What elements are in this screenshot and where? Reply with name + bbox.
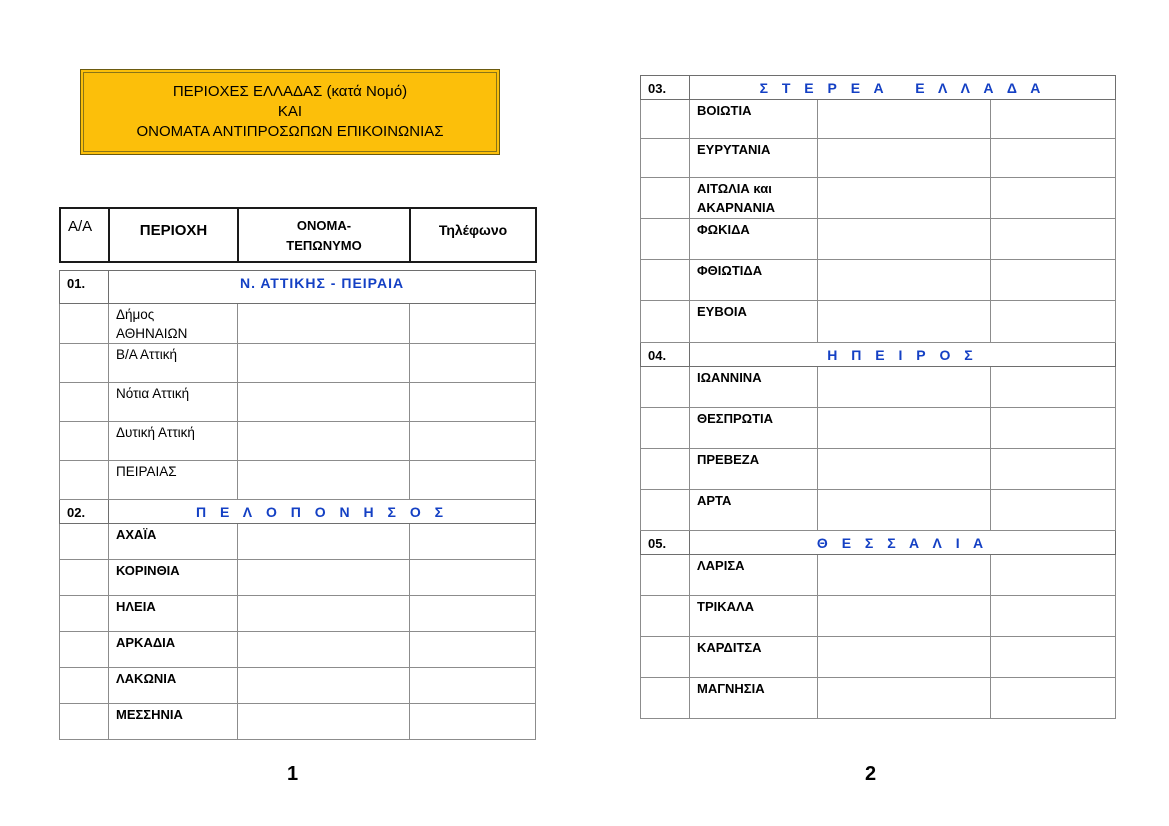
section-row (60, 271, 536, 304)
phone-cell[interactable] (991, 367, 1116, 408)
section-number: 04. (641, 343, 690, 367)
region-name: ΚΑΡΔΙΤΣΑ (690, 637, 818, 678)
phone-cell[interactable] (991, 637, 1116, 678)
region-name (109, 304, 238, 344)
name-cell[interactable] (818, 555, 991, 596)
table-row (60, 632, 536, 668)
table-row (641, 219, 1116, 260)
name-cell[interactable] (238, 422, 410, 461)
region-name-line1: ΑΙΤΩΛΙΑ και (697, 181, 772, 196)
name-cell[interactable] (818, 100, 991, 139)
header-name (238, 208, 410, 262)
section-row (641, 76, 1116, 100)
phone-cell[interactable] (410, 632, 536, 668)
title-line-2: ΚΑΙ (277, 103, 303, 120)
region-name: ΜΑΓΝΗΣΙΑ (690, 678, 818, 719)
section-number: 03. (641, 76, 690, 100)
region-name: ΑΡΤΑ (690, 490, 818, 531)
region-name: ΘΕΣΠΡΩΤΙΑ (690, 408, 818, 449)
phone-cell[interactable] (410, 461, 536, 500)
name-cell[interactable] (818, 260, 991, 301)
table-row (60, 344, 536, 383)
name-cell[interactable] (238, 632, 410, 668)
region-name-line1: Δήμος (116, 307, 155, 322)
phone-cell[interactable] (410, 704, 536, 740)
phone-cell[interactable] (410, 383, 536, 422)
phone-cell[interactable] (410, 596, 536, 632)
title-line-1: ΠΕΡΙΟΧΕΣ ΕΛΛΑΔΑΣ (κατά Νομό) (172, 83, 408, 100)
region-name: ΙΩΑΝΝΙΝΑ (690, 367, 818, 408)
region-name (690, 178, 818, 219)
name-cell[interactable] (818, 367, 991, 408)
table-row (641, 449, 1116, 490)
table-row (641, 596, 1116, 637)
region-name: ΕΥΡΥΤΑΝΙΑ (690, 139, 818, 178)
region-name: ΑΡΚΑΔΙΑ (109, 632, 238, 668)
header-phone: Τηλέφωνο (410, 208, 536, 262)
table-row (641, 139, 1116, 178)
region-name: ΗΛΕΙΑ (109, 596, 238, 632)
phone-cell[interactable] (991, 449, 1116, 490)
section-name: Θ Ε Σ Σ Α Λ Ι Α (690, 531, 1116, 555)
phone-cell[interactable] (991, 219, 1116, 260)
table-row (641, 178, 1116, 219)
section-number: 02. (60, 500, 109, 524)
phone-cell[interactable] (991, 178, 1116, 219)
phone-cell[interactable] (991, 678, 1116, 719)
table-row (641, 637, 1116, 678)
name-cell[interactable] (238, 383, 410, 422)
name-cell[interactable] (818, 219, 991, 260)
document-title-box (80, 69, 500, 155)
phone-cell[interactable] (991, 301, 1116, 343)
name-cell[interactable] (818, 596, 991, 637)
region-name: ΠΕΙΡΑΙΑΣ (109, 461, 238, 500)
region-name: ΦΩΚΙΔΑ (690, 219, 818, 260)
name-cell[interactable] (238, 596, 410, 632)
name-cell[interactable] (818, 490, 991, 531)
name-cell[interactable] (818, 178, 991, 219)
name-cell[interactable] (818, 408, 991, 449)
table-row (641, 367, 1116, 408)
region-name: ΦΘΙΩΤΙΔΑ (690, 260, 818, 301)
phone-cell[interactable] (991, 555, 1116, 596)
table-row (60, 596, 536, 632)
phone-cell[interactable] (410, 422, 536, 461)
regions-table-page-1 (59, 270, 536, 740)
phone-cell[interactable] (991, 596, 1116, 637)
header-aa: Α/Α (60, 208, 109, 262)
phone-cell[interactable] (991, 490, 1116, 531)
name-cell[interactable] (818, 139, 991, 178)
header-name-line1: ΟΝΟΜΑ- (296, 218, 352, 233)
section-number: 01. (60, 271, 109, 304)
table-row (60, 560, 536, 596)
table-row (60, 422, 536, 461)
phone-cell[interactable] (991, 139, 1116, 178)
name-cell[interactable] (818, 678, 991, 719)
section-name: Π Ε Λ Ο Π Ο Ν Η Σ Ο Σ (109, 500, 536, 524)
header-region: ΠΕΡΙΟΧΗ (109, 208, 238, 262)
section-name: Ν. ΑΤΤΙΚΗΣ - ΠΕΙΡΑΙΑ (109, 271, 536, 304)
region-name: ΒΟΙΩΤΙΑ (690, 100, 818, 139)
phone-cell[interactable] (410, 344, 536, 383)
table-row (641, 260, 1116, 301)
header-name-line2: ΤΕΠΩΝΥΜΟ (286, 238, 362, 253)
region-name: Β/Α Αττική (109, 344, 238, 383)
table-row (60, 383, 536, 422)
region-name: ΠΡΕΒΕΖΑ (690, 449, 818, 490)
phone-cell[interactable] (410, 524, 536, 560)
name-cell[interactable] (238, 704, 410, 740)
region-name-line2: ΑΘΗΝΑΙΩΝ (116, 326, 188, 341)
phone-cell[interactable] (410, 668, 536, 704)
name-cell[interactable] (238, 344, 410, 383)
table-row (60, 461, 536, 500)
region-name: ΚΟΡΙΝΘΙΑ (109, 560, 238, 596)
section-name: Η Π Ε Ι Ρ Ο Σ (690, 343, 1116, 367)
section-row (60, 500, 536, 524)
name-cell[interactable] (818, 301, 991, 343)
name-cell[interactable] (238, 304, 410, 344)
section-row (641, 343, 1116, 367)
table-row (60, 668, 536, 704)
name-cell[interactable] (818, 449, 991, 490)
region-name: ΑΧΑΪΑ (109, 524, 238, 560)
table-row (641, 555, 1116, 596)
name-cell[interactable] (238, 668, 410, 704)
table-row (641, 100, 1116, 139)
region-name: ΛΑΚΩΝΙΑ (109, 668, 238, 704)
section-name: Σ Τ Ε Ρ Ε Α Ε Λ Λ Α Δ Α (690, 76, 1116, 100)
table-row (641, 408, 1116, 449)
regions-table-page-2 (640, 75, 1116, 719)
column-header-table (59, 207, 537, 263)
name-cell[interactable] (818, 637, 991, 678)
section-row (641, 531, 1116, 555)
table-row (641, 678, 1116, 719)
region-name: ΕΥΒΟΙΑ (690, 301, 818, 343)
region-name: ΤΡΙΚΑΛΑ (690, 596, 818, 637)
section-number: 05. (641, 531, 690, 555)
region-name: ΜΕΣΣΗΝΙΑ (109, 704, 238, 740)
table-row (60, 524, 536, 560)
phone-cell[interactable] (991, 100, 1116, 139)
region-name: Δυτική Αττική (109, 422, 238, 461)
phone-cell[interactable] (991, 260, 1116, 301)
phone-cell[interactable] (991, 408, 1116, 449)
region-name: Νότια Αττική (109, 383, 238, 422)
name-cell[interactable] (238, 461, 410, 500)
region-name-line2: ΑΚΑΡΝΑΝΙΑ (697, 200, 775, 215)
phone-cell[interactable] (410, 560, 536, 596)
title-line-3: ΟΝΟΜΑΤΑ ΑΝΤΙΠΡΟΣΩΠΩΝ ΕΠΙΚΟΙΝΩΝΙΑΣ (136, 123, 444, 140)
name-cell[interactable] (238, 524, 410, 560)
region-name: ΛΑΡΙΣΑ (690, 555, 818, 596)
table-row (641, 490, 1116, 531)
table-row (60, 304, 536, 344)
page-number-2: 2 (865, 763, 877, 785)
table-row (641, 301, 1116, 343)
table-row (60, 704, 536, 740)
page-number-1: 1 (287, 763, 299, 785)
name-cell[interactable] (238, 560, 410, 596)
phone-cell[interactable] (410, 304, 536, 344)
